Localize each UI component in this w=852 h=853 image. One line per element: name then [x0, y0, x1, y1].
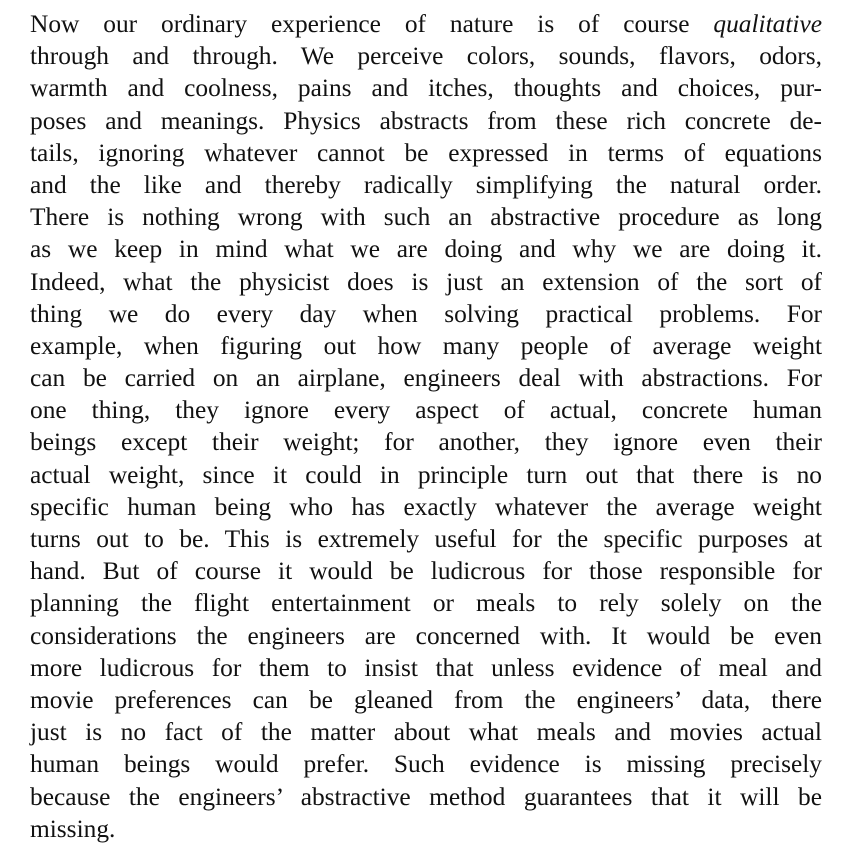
- text-line: planning the flight entertainment or meals to rely solely on the: [30, 589, 822, 618]
- text-line: warmth and coolness, pains and itches, thoughts and choices, pur-: [30, 74, 822, 103]
- text-line: because the engineers’ abstractive method guarantees that it will be: [30, 782, 822, 811]
- text-line: missing.: [30, 814, 116, 843]
- text-line: thing we do every day when solving practical problems. For: [30, 299, 822, 328]
- document-page: [30, 8, 822, 845]
- text-line: actual weight, since it could in principle turn out that there is no: [30, 460, 822, 489]
- text-line: can be carried on an airplane, engineers deal with abstractions. For: [30, 364, 822, 393]
- text-line: There is nothing wrong with such an abstractive procedure as long: [30, 203, 822, 232]
- text-line: movie preferences can be gleaned from the engineers’ data, there: [30, 685, 822, 714]
- text-line: poses and meanings. Physics abstracts from these rich concrete de-: [30, 106, 822, 135]
- text-line: specific human being who has exactly whatever the average weight: [30, 492, 822, 521]
- text-line: example, when figuring out how many people of average weight: [30, 331, 822, 360]
- emphasis-text: qualitative: [713, 10, 822, 38]
- text-line: one thing, they ignore every aspect of actual, concrete human: [30, 396, 822, 425]
- text-line: through and through. We perceive colors, sounds, flavors, odors,: [30, 42, 822, 71]
- text-line: human beings would prefer. Such evidence is missing precisely: [30, 750, 822, 779]
- text-line: turns out to be. This is extremely useful for the specific purposes at: [30, 525, 822, 553]
- text-line: Now our ordinary experience of nature is of course qualitative: [30, 10, 822, 38]
- text-line: and the like and thereby radically simplifying the natural order.: [30, 170, 822, 199]
- text-line: Indeed, what the physicist does is just an extension of the sort of: [30, 267, 822, 296]
- text-line: tails, ignoring whatever cannot be expressed in terms of equations: [30, 138, 822, 167]
- text-line: more ludicrous for them to insist that unless evidence of meal and: [30, 653, 822, 682]
- body-paragraph: [30, 8, 822, 845]
- text-line: considerations the engineers are concerned with. It would be even: [30, 621, 822, 650]
- text-line: hand. But of course it would be ludicrous for those responsible for: [30, 557, 822, 586]
- text-line: just is no fact of the matter about what meals and movies actual: [30, 718, 822, 747]
- text-line: beings except their weight; for another, they ignore even their: [30, 428, 822, 457]
- text-line: as we keep in mind what we are doing and why we are doing it.: [30, 235, 822, 264]
